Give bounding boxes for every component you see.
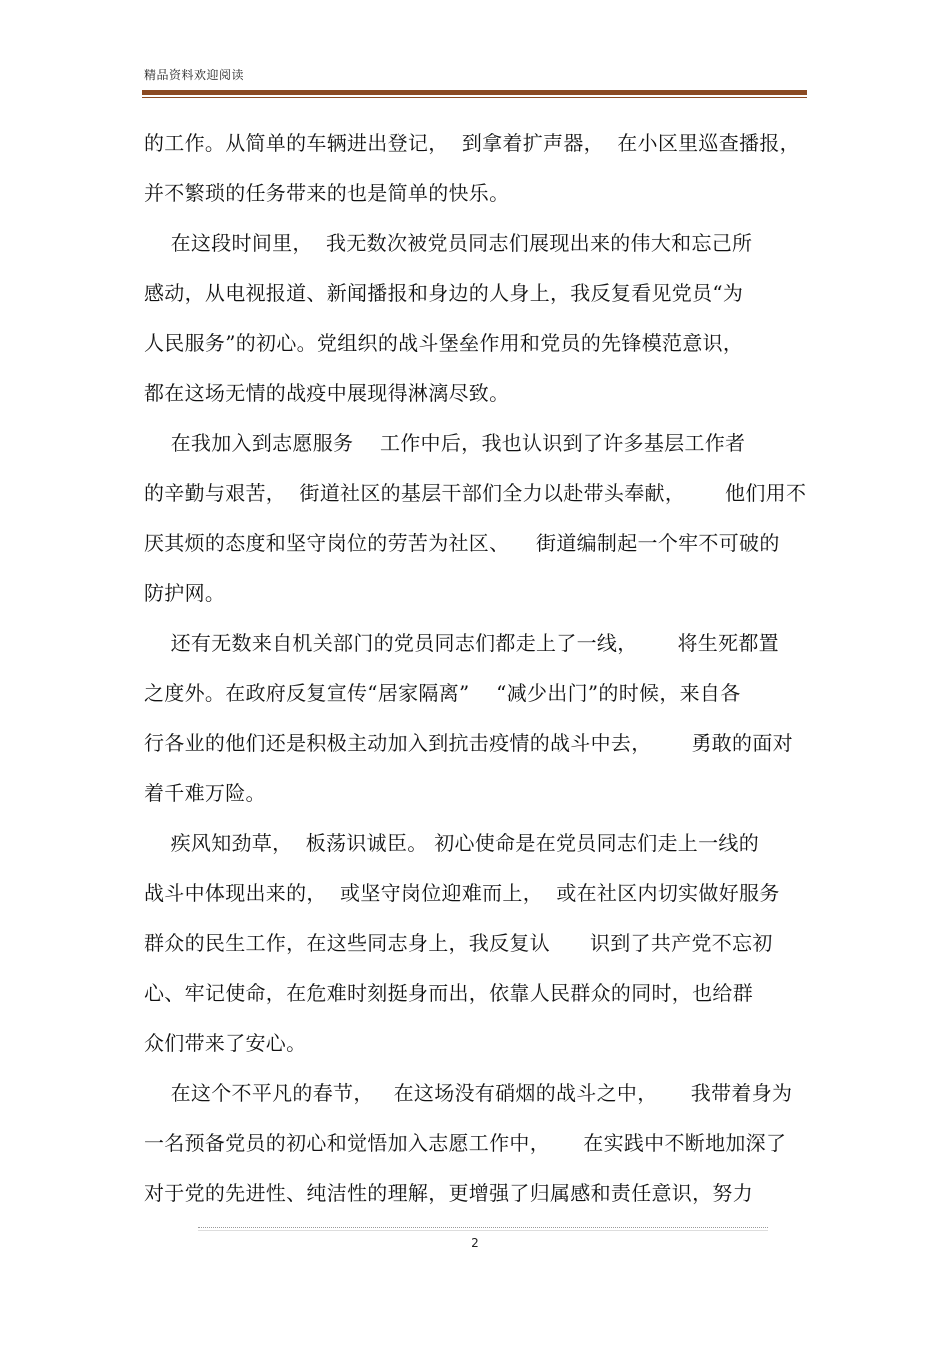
body-text (144, 118, 814, 1218)
header-rule-thin (142, 97, 807, 98)
text-line: 众们带来了安心。 (144, 1031, 307, 1055)
text-line: 还有无数来自机关部门的党员同志们都走上了一线， 将生死都置 (144, 631, 779, 655)
text-line: 在这个不平凡的春节， 在这场没有硝烟的战斗之中， 我带着身为 (144, 1081, 793, 1105)
text-line: 的工作。从简单的车辆进出登记， 到拿着扩声器， 在小区里巡查播报， (144, 131, 800, 155)
text-line: 群众的民生工作，在这些同志身上，我反复认 识到了共产党不忘初 (144, 931, 773, 955)
text-line: 人民服务”的初心。党组织的战斗堡垒作用和党员的先锋模范意识， (144, 331, 744, 355)
text-line: 都在这场无情的战疫中展现得淋漓尽致。 (144, 381, 510, 405)
text-line: 着千难万险。 (144, 781, 266, 805)
text-line: 疾风知劲草， 板荡识诚臣。 初心使命是在党员同志们走上一线的 (144, 831, 760, 855)
text-line: 并不繁琐的任务带来的也是简单的快乐。 (144, 181, 510, 205)
text-line: 对于党的先进性、纯洁性的理解，更增强了归属感和责任意识，努力 (144, 1181, 753, 1205)
text-line: 在我加入到志愿服务 工作中后，我也认识到了许多基层工作者 (144, 431, 746, 455)
page-number: 2 (471, 1236, 479, 1250)
running-header: 精品资料欢迎阅读 (144, 68, 245, 82)
text-line: 一名预备党员的初心和觉悟加入志愿工作中， 在实践中不断地加深了 (144, 1131, 787, 1155)
text-line: 之度外。在政府反复宣传“居家隔离” “减少出门”的时候，来自各 (144, 681, 741, 705)
text-line: 防护网。 (144, 581, 226, 605)
footer-rule (198, 1227, 768, 1228)
text-line: 行各业的他们还是积极主动加入到抗击疫情的战斗中去， 勇敢的面对 (144, 731, 793, 755)
text-line: 战斗中体现出来的， 或坚守岗位迎难而上， 或在社区内切实做好服务 (144, 881, 780, 905)
text-line: 感动，从电视报道、新闻播报和身边的人身上，我反复看见党员“为 (144, 281, 744, 305)
text-line: 厌其烦的态度和坚守岗位的劳苦为社区、 街道编制起一个牢不可破的 (144, 531, 780, 555)
text-line: 在这段时间里， 我无数次被党员同志们展现出来的伟大和忘己所 (144, 231, 753, 255)
text-line: 的辛勤与艰苦， 街道社区的基层干部们全力以赴带头奉献， 他们用不 (144, 481, 807, 505)
text-line: 心、牢记使命，在危难时刻挺身而出，依靠人民群众的同时，也给群 (144, 981, 753, 1005)
footer-rule-shadow (198, 1230, 768, 1231)
header-rule (142, 90, 807, 95)
